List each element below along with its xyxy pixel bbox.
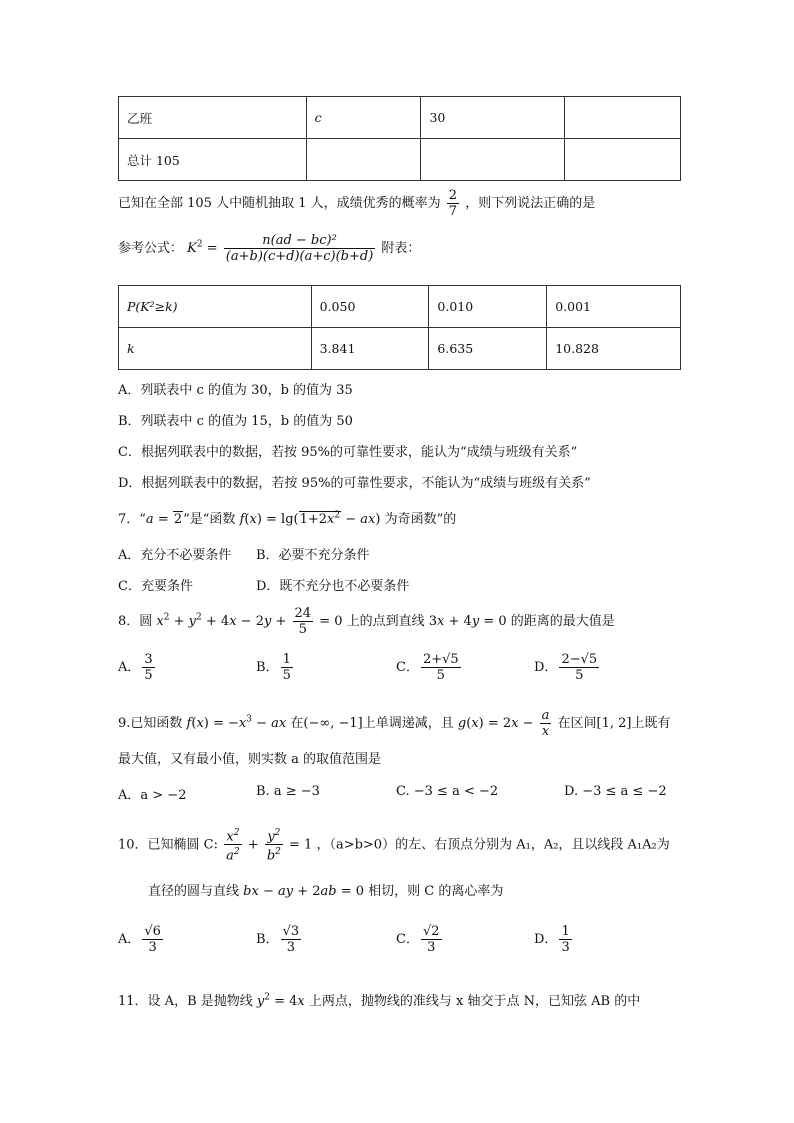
stem-text: ”是“函数 <box>183 512 236 527</box>
stem-text: ，（a>b>0）的左、右顶点分别为 A₁，A₂，且以线段 A₁A₂为 <box>316 837 670 853</box>
option-a: A．列联表中 c 的值为 30，b 的值为 35 <box>118 383 353 398</box>
table-cell <box>565 139 681 181</box>
option-a: A．a > −2 <box>118 788 187 803</box>
question-10-line-2: 直径的圆与直线 bx − ay + 2ab = 0 相切，则 C 的离心率为 <box>148 884 504 899</box>
table-cell <box>565 97 681 139</box>
table-cell: 6.635 <box>429 328 547 370</box>
question-6-stem <box>118 188 595 219</box>
stem-text: 直径的圆与直线 <box>148 884 240 899</box>
table-row <box>119 97 681 139</box>
stem-text: 9.已知函数 <box>118 716 183 731</box>
table-cell: 乙班 <box>119 97 307 139</box>
option-a: A． $\frac{√6}{3}$ <box>118 924 161 955</box>
formula-label: 参考公式： <box>118 241 184 256</box>
table-cell <box>306 139 421 181</box>
stem-text: 上两点，抛物线的准线与 x 轴交于点 N，已知弦 AB 的中 <box>308 994 641 1009</box>
fraction-numerator: n(ad − bc)² <box>224 233 376 249</box>
stem-text: 相切，则 C 的离心率为 <box>368 884 504 899</box>
option-b: B． $\frac{1}{5}$ <box>256 652 291 683</box>
question-9-stem: 9.已知函数 $f(x) = -x^3$ − ax 在(−∞, −1]上单调递减，且 g(x) = 2x − $\frac{a}{x}$ 在区间[1, 2]上既有 <box>118 708 671 739</box>
stem-text: 上的点到直线 <box>346 614 425 629</box>
stem-tail: ，则下列说法正确的是 <box>465 196 596 211</box>
stem-text: 上既有 <box>631 716 671 731</box>
option-c: C． $\frac{√2}{3}$ <box>396 924 440 955</box>
option-a: A．充分不必要条件 <box>118 548 232 563</box>
option-d: D. −3 ≤ a ≤ −2 <box>564 784 667 799</box>
option-c: C. −3 ≤ a < −2 <box>396 784 499 799</box>
fraction-denominator: (a+b)(c+d)(a+c)(b+d) <box>225 249 374 264</box>
stem-text: 为奇函数”的 <box>384 512 457 527</box>
fraction-numerator: 2 <box>448 188 458 203</box>
table-cell: 0.001 <box>547 286 681 328</box>
table-cell: 0.010 <box>429 286 547 328</box>
question-8-stem: 8．圆 $x^2 + y^2 + 4x - 2y$ + $\frac{24}{5}$ = 0 上的点到直线 3x + 4y = 0 的距离的最大值是 <box>118 606 615 637</box>
table-row <box>119 139 681 181</box>
option-d: D． $\frac{2-√5}{5}$ <box>534 652 598 683</box>
stem-text: 上单调递减，且 <box>362 716 454 731</box>
question-11-stem: 11．设 A，B 是抛物线 $y^2 = 4x$ 上两点，抛物线的准线与 x 轴交于点 N，已知弦 AB 的中 <box>118 992 641 1009</box>
question-9-line-2: 最大值，又有最小值，则实数 a 的取值范围是 <box>118 752 382 767</box>
table-cell: 30 <box>421 97 565 139</box>
option-c: C． $\frac{2+√5}{5}$ <box>396 652 459 683</box>
option-d: D． $\frac{1}{3}$ <box>534 924 570 955</box>
critical-value-table <box>118 285 681 370</box>
stem-text: 10．已知椭圆 C: <box>118 837 219 853</box>
table-cell <box>421 139 565 181</box>
probability-fraction <box>447 188 459 219</box>
table-row <box>119 286 681 328</box>
stem-text: 在 <box>290 716 304 731</box>
option-b: B． $\frac{√3}{3}$ <box>256 924 300 955</box>
stem-text: 已知在全部 105 人中随机抽取 1 人，成绩优秀的概率为 <box>118 196 441 211</box>
option-a: A． $\frac{3}{5}$ <box>118 652 153 683</box>
stem-text: 8．圆 <box>118 614 153 629</box>
option-b: B．列联表中 c 的值为 15，b 的值为 50 <box>118 414 353 429</box>
question-10-stem: 10．已知椭圆 C: $\frac{x^2}{a^2}$ + $\frac{y^2}{b^2}$ = 1 ，（a>b>0）的左、右顶点分别为 A₁，A₂，且以线段 A₁A₂为 <box>118 828 670 864</box>
appendix-label: 附表： <box>381 241 421 256</box>
option-d: D．既不充分也不必要条件 <box>256 579 410 594</box>
table-cell: 0.050 <box>311 286 429 328</box>
stem-text: 11．设 A，B 是抛物线 <box>118 994 253 1009</box>
reference-formula: 参考公式： $K^2$ = $\frac{\text{n(ad − bc)²}}{(a+b)(c+d)(a+c)(b+d)}$ 附表： <box>118 233 421 264</box>
option-d: D．根据列联表中的数据，若按 95%的可靠性要求，不能认为“成绩与班级有关系” <box>118 476 591 491</box>
table-cell: k <box>119 328 312 370</box>
option-c: C．充要条件 <box>118 579 193 594</box>
option-c: C．根据列联表中的数据，若按 95%的可靠性要求，能认为“成绩与班级有关系” <box>118 445 578 460</box>
table-cell: 10.828 <box>547 328 681 370</box>
table-cell: 3.841 <box>311 328 429 370</box>
table-row <box>119 328 681 370</box>
option-b: B．必要不充分条件 <box>256 548 370 563</box>
table-cell: P(K²≥k) <box>119 286 312 328</box>
stem-text: 7．“ <box>118 512 146 527</box>
stem-text: 的距离的最大值是 <box>510 614 615 629</box>
fraction-denominator: 7 <box>448 204 458 219</box>
chi-square-fraction <box>224 233 376 264</box>
table-cell: 总计 105 <box>119 139 307 181</box>
table-cell: c <box>306 97 421 139</box>
question-7-stem: 7．“a = 2”是“函数 $f(x) = \lg(1+2x^2 - ax)$ 为奇函数”的 <box>118 510 457 527</box>
stem-text: 在区间 <box>557 716 597 731</box>
option-b: B. a ≥ −3 <box>256 784 320 799</box>
contingency-table <box>118 96 681 181</box>
